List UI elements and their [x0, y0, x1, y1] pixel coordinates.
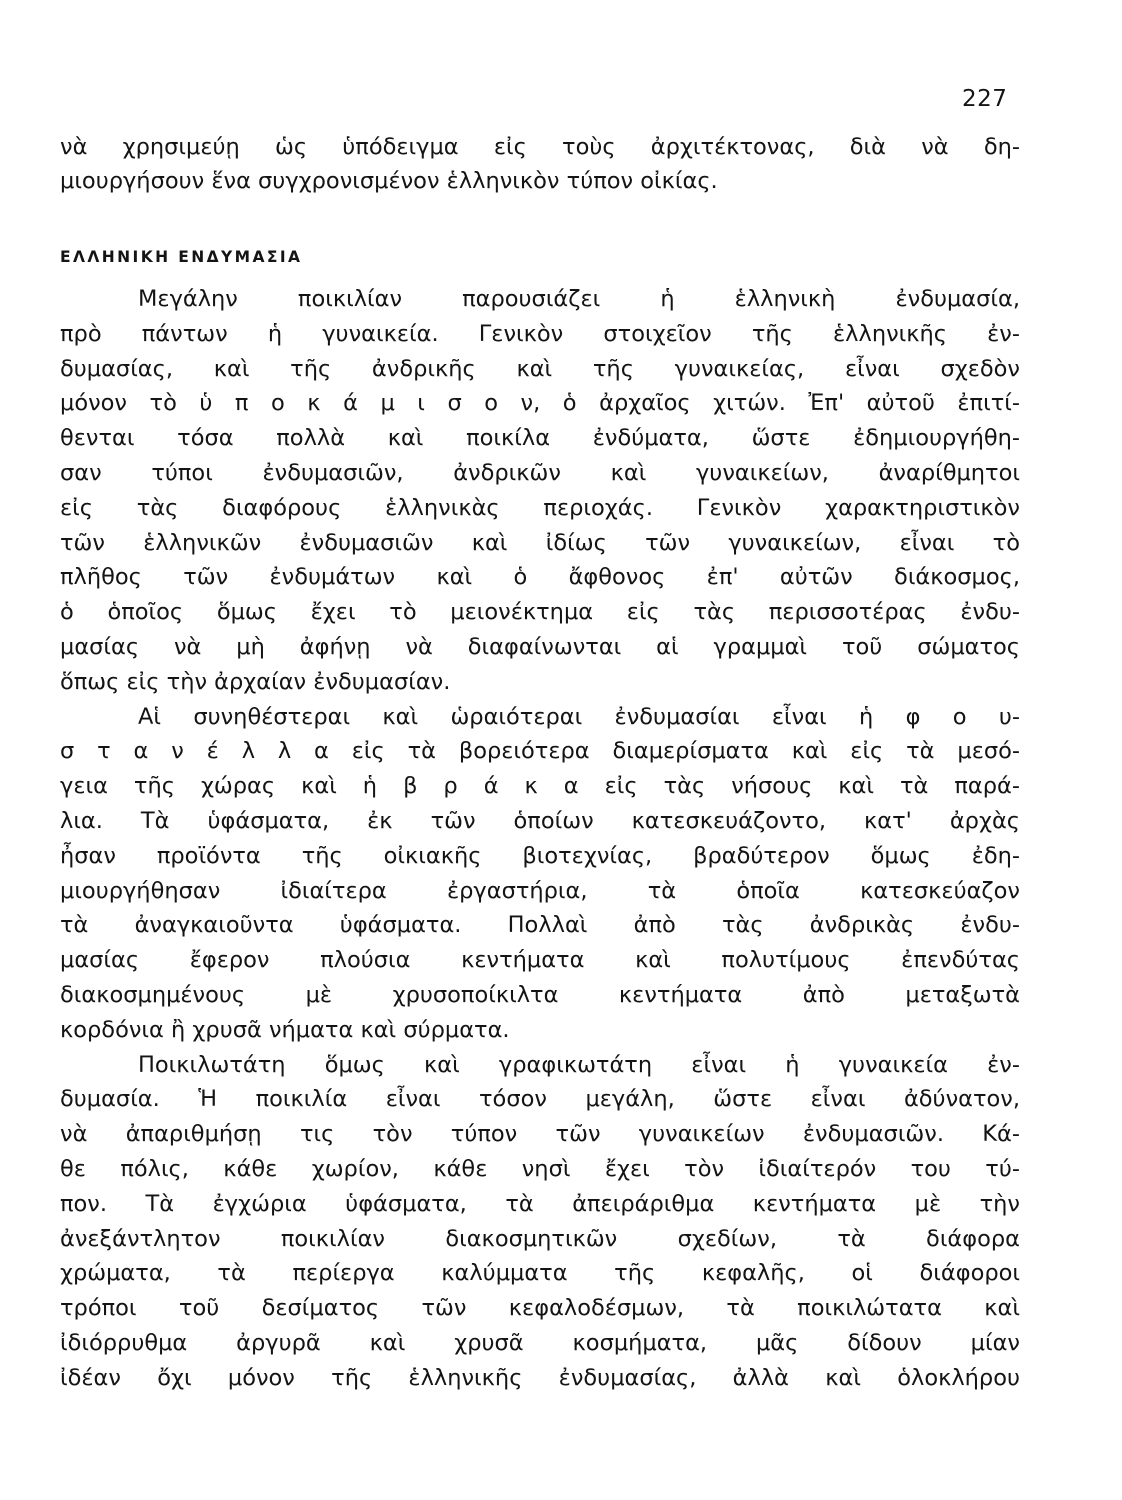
text-line: Αἱ συνηθέστεραι καὶ ὡραιότεραι ἐνδυμασίαι εἶναι ἡ φ ο υ- [138, 703, 1020, 730]
text-line: θενται τόσα πολλὰ καὶ ποικίλα ἐνδύματα, ὥστε ἐδημιουργήθη- [60, 425, 1020, 452]
text-line: κορδόνια ἢ χρυσᾶ νήματα καὶ σύρματα. [60, 1016, 510, 1043]
text-line: τῶν ἑλληνικῶν ἐνδυμασιῶν καὶ ἰδίως τῶν γυναικείων, εἶναι τὸ [60, 529, 1020, 556]
text-line: Ποικιλωτάτη ὅμως καὶ γραφικωτάτη εἶναι ἡ γυναικεία ἐν- [138, 1051, 1020, 1078]
text-line: ἦσαν προϊόντα τῆς οἰκιακῆς βιοτεχνίας, βραδύτερον ὅμως ἐδη- [60, 842, 1020, 869]
text-line: ἰδέαν ὄχι μόνον τῆς ἑλληνικῆς ἐνδυμασίας, ἀλλὰ καὶ ὁλοκλήρου [60, 1364, 1020, 1391]
text-line: πλῆθος τῶν ἐνδυμάτων καὶ ὁ ἄφθονος ἐπ' αὐτῶν διάκοσμος, [60, 564, 1020, 591]
text-line: γεια τῆς χώρας καὶ ἡ β ρ ά κ α εἰς τὰς νήσους καὶ τὰ παρά- [60, 773, 1020, 800]
text-line: εἰς τὰς διαφόρους ἑλληνικὰς περιοχάς. Γενικὸν χαρακτηριστικὸν [60, 494, 1020, 521]
body-text [60, 282, 1020, 1396]
text-line: λια. Τὰ ὑφάσματα, ἐκ τῶν ὁποίων κατεσκευάζοντο, κατ' ἀρχὰς [60, 807, 1020, 834]
text-line: σαν τύποι ἐνδυμασιῶν, ἀνδρικῶν καὶ γυναικείων, ἀναρίθμητοι [60, 459, 1020, 486]
text-line: μόνον τὸ ὑ π ο κ ά μ ι σ ο ν, ὁ ἀρχαῖος χιτών. Ἐπ' αὐτοῦ ἐπιτί- [60, 390, 1020, 417]
section-heading: ΕΛΛΗΝΙΚΗ ΕΝΔΥΜΑΣΙΑ [60, 248, 303, 266]
text-line: Μεγάλην ποικιλίαν παρουσιάζει ἡ ἑλληνικὴ ἐνδυμασία, [138, 286, 1020, 312]
text-line: πρὸ πάντων ἡ γυναικεία. Γενικὸν στοιχεῖον τῆς ἑλληνικῆς ἐν- [60, 320, 1020, 347]
text-line: δυμασίας, καὶ τῆς ἀνδρικῆς καὶ τῆς γυναικείας, εἶναι σχεδὸν [60, 355, 1020, 382]
text-line: ἀνεξάντλητον ποικιλίαν διακοσμητικῶν σχεδίων, τὰ διάφορα [60, 1225, 1020, 1252]
text-line: μασίας ἔφερον πλούσια κεντήματα καὶ πολυτίμους ἐπενδύτας [60, 947, 1020, 974]
text-line: τὰ ἀναγκαιοῦντα ὑφάσματα. Πολλαὶ ἀπὸ τὰς ἀνδρικὰς ἐνδυ- [60, 912, 1020, 939]
text-line: θε πόλις, κάθε χωρίον, κάθε νησὶ ἔχει τὸν ἰδιαίτερόν του τύ- [60, 1155, 1020, 1182]
paragraph-3 [60, 1048, 1020, 1396]
text-line: δυμασία. Ἡ ποικιλία εἶναι τόσον μεγάλη, ὥστε εἶναι ἀδύνατον, [60, 1086, 1020, 1113]
text-line: νὰ χρησιμεύῃ ὡς ὑπόδειγμα εἰς τοὺς ἀρχιτέκτονας, διὰ νὰ δη- [60, 134, 1020, 160]
text-line: χρώματα, τὰ περίεργα καλύμματα τῆς κεφαλῆς, οἱ διάφοροι [60, 1260, 1020, 1287]
paragraph-1 [60, 282, 1020, 700]
text-line: ὁ ὁποῖος ὅμως ἔχει τὸ μειονέκτημα εἰς τὰς περισσοτέρας ἐνδυ- [60, 599, 1020, 626]
text-line: μιουργήσουν ἕνα συγχρονισμένον ἑλληνικὸν τύπον οἰκίας. [60, 168, 718, 194]
text-line: τρόποι τοῦ δεσίματος τῶν κεφαλοδέσμων, τὰ ποικιλώτατα καὶ [60, 1295, 1020, 1322]
text-line: νὰ ἀπαριθμήσῃ τις τὸν τύπον τῶν γυναικείων ἐνδυμασιῶν. Κά- [60, 1121, 1020, 1148]
page-number: 227 [962, 86, 1008, 112]
text-line: μιουργήθησαν ἰδιαίτερα ἐργαστήρια, τὰ ὁποῖα κατεσκεύαζον [60, 877, 1020, 904]
text-line: ἰδιόρρυθμα ἀργυρᾶ καὶ χρυσᾶ κοσμήματα, μᾶς δίδουν μίαν [60, 1329, 1020, 1356]
text-line: πον. Τὰ ἐγχώρια ὑφάσματα, τὰ ἀπειράριθμα κεντήματα μὲ τὴν [60, 1190, 1020, 1217]
paragraph-2 [60, 700, 1020, 1048]
text-line: διακοσμημένους μὲ χρυσοποίκιλτα κεντήματα ἀπὸ μεταξωτὰ [60, 981, 1020, 1008]
text-line: μασίας νὰ μὴ ἀφήνῃ νὰ διαφαίνωνται αἱ γραμμαὶ τοῦ σώματος [60, 633, 1020, 660]
intro-text [60, 130, 1020, 198]
text-line: σ τ α ν έ λ λ α εἰς τὰ βορειότερα διαμερίσματα καὶ εἰς τὰ μεσό- [60, 738, 1020, 765]
text-line: ὅπως εἰς τὴν ἀρχαίαν ἐνδυμασίαν. [60, 668, 451, 695]
